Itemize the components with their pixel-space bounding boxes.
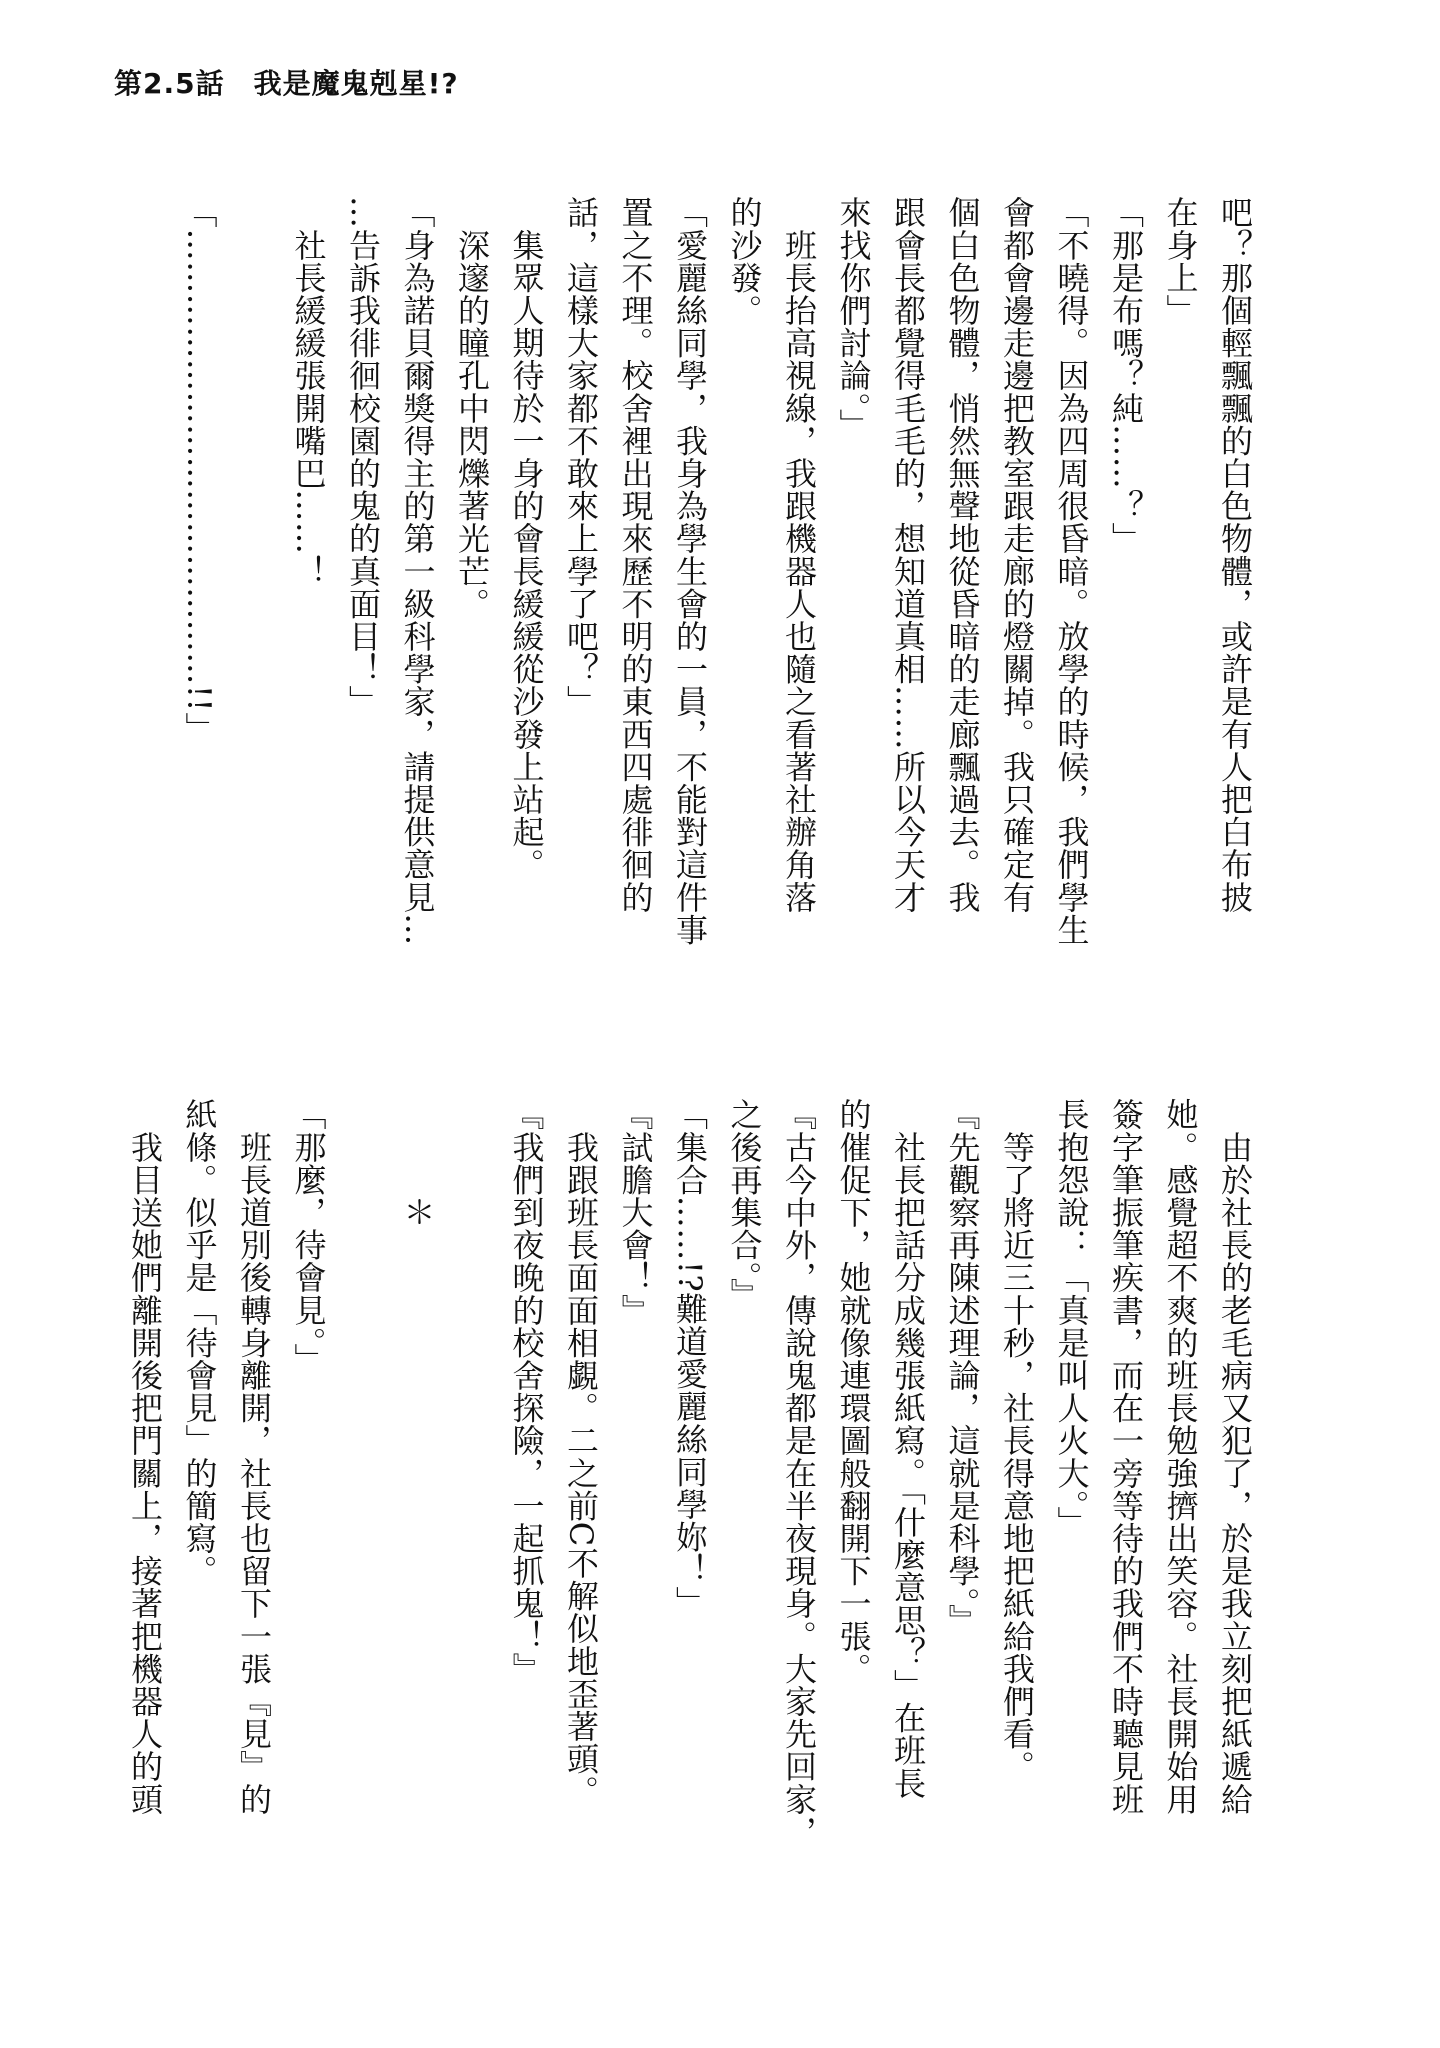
text-column: 社長緩緩張開嘴巴……！ — [289, 196, 328, 588]
text-column: 班長抬高視線，我跟機器人也隨之看著社辦角落 — [780, 196, 818, 914]
text-column: 「那是布嗎？純……？」 — [1107, 196, 1145, 555]
text-column: 我目送她們離開後把門關上，接著把機器人的頭 — [126, 1098, 164, 1816]
text-column: 由於社長的老毛病又犯了，於是我立刻把紙遞給 — [1216, 1098, 1254, 1816]
chapter-title: 第2.5話 我是魔鬼剋星!? — [114, 67, 459, 100]
text-column — [445, 1098, 500, 1858]
text-column: 深邃的瞳孔中閃爍著光芒。 — [453, 196, 491, 620]
text-column: 的沙發。 — [725, 196, 764, 327]
text-column: 班長道別後轉身離開，社長也留下一張『見』的 — [235, 1098, 273, 1816]
text-column: ＊ — [398, 1098, 437, 1229]
text-column: 等了將近三十秒，社長得意地把紙給我們看。 — [998, 1098, 1036, 1783]
text-column — [227, 196, 282, 956]
text-column: 置之不理。校舍裡出現來歷不明的東西四處徘徊的 — [616, 196, 655, 914]
text-column: 長抱怨說：「真是叫人火大。」 — [1052, 1098, 1091, 1539]
text-column: 我跟班長面面相覷。二之前C不解似地歪著頭。 — [562, 1098, 600, 1808]
text-column: 社長把話分成幾張紙寫。「什麼意思？」在班長 — [889, 1098, 927, 1800]
text-column: 集眾人期待於一身的會長緩緩從沙發上站起。 — [507, 196, 546, 881]
text-column: 「……………………………………!!」 — [180, 196, 219, 745]
text-column: 她。感覺超不爽的班長勉強擠出笑容。社長開始用 — [1161, 1098, 1200, 1816]
text-block-bottom — [102, 1098, 1262, 1858]
text-column: 簽字筆振筆疾書，而在一旁等待的我們不時聽見班 — [1107, 1098, 1145, 1816]
text-column: 之後再集合。』 — [725, 1098, 764, 1311]
text-column: 紙條。似乎是「待會見」的簡寫。 — [180, 1098, 219, 1587]
text-block-top — [102, 196, 1262, 956]
text-column: 的催促下，她就像連環圖般翻開下一張。 — [834, 1098, 873, 1685]
text-column: 『先觀察再陳述理論，這就是科學。』 — [943, 1098, 982, 1637]
text-column: 『我們到夜晚的校舍探險，一起抓鬼！』 — [507, 1098, 546, 1685]
text-column: …告訴我徘徊校園的鬼的真面目！」 — [344, 196, 382, 718]
text-column: 會都會邊走邊把教室跟走廊的燈關掉。我只確定有 — [998, 196, 1036, 914]
text-column — [336, 1098, 391, 1858]
text-column: 在身上」 — [1161, 196, 1200, 327]
text-column: 跟會長都覺得毛毛的，想知道真相……所以今天才 — [889, 196, 927, 914]
text-column: 「不曉得。因為四周很昏暗。放學的時候，我們學生 — [1052, 196, 1091, 946]
text-column: 來找你們討論。」 — [834, 196, 873, 441]
text-column: 「愛麗絲同學，我身為學生會的一員，不能對這件事 — [671, 196, 709, 946]
text-column: 話，這樣大家都不敢來上學了吧？」 — [562, 196, 600, 718]
text-column: 吧？那個輕飄飄的白色物體，或許是有人把白布披 — [1216, 196, 1254, 914]
text-column: 「集合……!?難道愛麗絲同學妳！」 — [671, 1098, 709, 1619]
text-column: 『試膽大會！』 — [616, 1098, 655, 1327]
text-column: 個白色物體，悄然無聲地從昏暗的走廊飄過去。我 — [943, 196, 982, 914]
text-column: 『古今中外，傳說鬼都是在半夜現身。大家先回家， — [780, 1098, 818, 1848]
text-column: 「身為諾貝爾獎得主的第一級科學家，請提供意見… — [398, 196, 437, 946]
text-column: 「那麼，待會見。」 — [289, 1098, 328, 1376]
